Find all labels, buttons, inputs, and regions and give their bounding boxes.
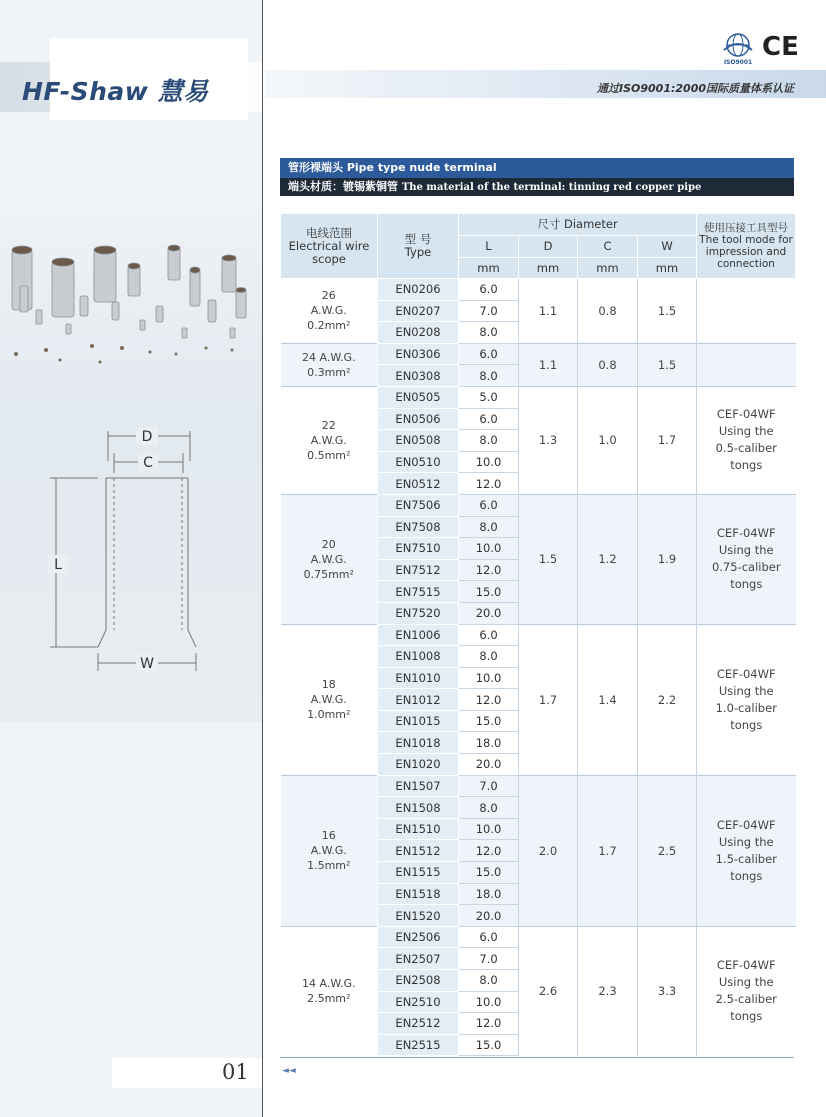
wire-range-line: 22 (321, 418, 336, 432)
tool-cell (697, 343, 796, 386)
table-row (281, 624, 796, 646)
type-cell: EN1507 (378, 775, 459, 797)
type-cell: EN7506 (378, 494, 459, 516)
type-cell: EN1515 (378, 862, 459, 884)
table-row (281, 279, 796, 301)
type-cell: EN2512 (378, 1013, 459, 1035)
length-cell: 12.0 (459, 559, 519, 581)
header-c: C (578, 236, 638, 258)
material-subtitle-en: The material of the terminal: tinning red copper pipe (401, 182, 702, 193)
wire-range-line: 24 A.W.G. (302, 350, 356, 364)
type-cell: EN7515 (378, 581, 459, 603)
dim-label-c: C (143, 455, 153, 471)
length-cell: 15.0 (459, 710, 519, 732)
length-cell: 12.0 (459, 689, 519, 711)
diameter-c-cell: 2.3 (578, 926, 638, 1056)
length-cell: 7.0 (459, 300, 519, 322)
product-photo (0, 228, 262, 378)
tool-line: Using the (718, 975, 774, 990)
type-cell: EN1512 (378, 840, 459, 862)
dim-label-d: D (141, 429, 153, 445)
wire-range-cell (281, 343, 378, 386)
tool-line: 0.75-caliber (711, 560, 781, 575)
wire-range-line: A.W.G. (310, 693, 347, 707)
diameter-d-cell: 2.6 (519, 926, 578, 1056)
length-cell: 15.0 (459, 862, 519, 884)
header-w: W (638, 236, 697, 258)
length-cell: 7.0 (459, 775, 519, 797)
wire-range-line: 18 (321, 678, 336, 692)
diameter-c-cell: 1.2 (578, 494, 638, 624)
diameter-c-cell: 0.8 (578, 343, 638, 386)
tool-line: CEF-04WF (716, 817, 776, 832)
unit-d: mm (519, 258, 578, 279)
type-cell: EN1508 (378, 797, 459, 819)
type-cell: EN1518 (378, 883, 459, 905)
length-cell: 20.0 (459, 905, 519, 927)
wire-range-line: 0.3mm² (307, 365, 351, 379)
wire-range-cell (281, 926, 378, 1056)
bottom-rule (280, 1057, 794, 1058)
header-l: L (459, 236, 519, 258)
length-cell: 10.0 (459, 667, 519, 689)
tool-line: tongs (730, 577, 763, 592)
type-cell: EN1010 (378, 667, 459, 689)
length-cell: 8.0 (459, 797, 519, 819)
wire-range-cell (281, 775, 378, 926)
type-cell: EN0508 (378, 430, 459, 452)
wire-range-line: 14 A.W.G. (302, 977, 356, 991)
terminal-dimension-diagram (40, 425, 220, 685)
diameter-d-cell: 1.5 (519, 494, 578, 624)
tool-line: Using the (718, 424, 774, 439)
wire-range-cell (281, 624, 378, 775)
length-cell: 8.0 (459, 365, 519, 387)
diameter-w-cell: 3.3 (638, 926, 697, 1056)
dim-label-l: L (54, 557, 62, 573)
diameter-w-cell: 1.5 (638, 343, 697, 386)
tool-line: CEF-04WF (716, 666, 776, 681)
nav-arrows[interactable]: ◄◄ (282, 1066, 296, 1076)
tool-cell (697, 926, 796, 1056)
tool-line: CEF-04WF (716, 526, 776, 541)
tool-line: 0.5-caliber (715, 441, 777, 456)
table-row (281, 386, 796, 408)
wire-range-line: 0.2mm² (307, 319, 351, 333)
length-cell: 18.0 (459, 883, 519, 905)
length-cell: 12.0 (459, 1013, 519, 1035)
wire-range-cell (281, 386, 378, 494)
material-subtitle-cn: 端头材质：镀锡紫铜管 (288, 180, 402, 193)
length-cell: 10.0 (459, 991, 519, 1013)
length-cell: 6.0 (459, 408, 519, 430)
length-cell: 8.0 (459, 516, 519, 538)
tool-cell (697, 775, 796, 926)
type-cell: EN1018 (378, 732, 459, 754)
material-subtitle (280, 178, 794, 196)
header-d: D (519, 236, 578, 258)
diameter-w-cell: 1.7 (638, 386, 697, 494)
length-cell: 5.0 (459, 386, 519, 408)
length-cell: 10.0 (459, 451, 519, 473)
type-cell: EN1012 (378, 689, 459, 711)
diameter-c-cell: 1.4 (578, 624, 638, 775)
length-cell: 20.0 (459, 602, 519, 624)
wire-range-cell (281, 494, 378, 624)
length-cell: 6.0 (459, 624, 519, 646)
header-range: 电线范围 Electrical wire scope (281, 214, 378, 279)
type-cell: EN2508 (378, 970, 459, 992)
certification-text: 通过ISO9001:2000国际质量体系认证 (597, 82, 794, 95)
type-cell: EN2515 (378, 1034, 459, 1056)
diameter-d-cell: 1.1 (519, 279, 578, 344)
ce-mark: CE (762, 32, 799, 62)
diameter-w-cell: 2.5 (638, 775, 697, 926)
length-cell: 15.0 (459, 581, 519, 603)
tool-line: 1.5-caliber (715, 851, 777, 866)
diameter-w-cell: 2.2 (638, 624, 697, 775)
page-number: 01 (222, 1060, 249, 1084)
table-row (281, 926, 796, 948)
type-cell: EN0512 (378, 473, 459, 495)
tool-line: tongs (730, 458, 763, 473)
page-divider (262, 0, 263, 1117)
diameter-w-cell: 1.5 (638, 279, 697, 344)
table-row (281, 494, 796, 516)
type-cell: EN0510 (378, 451, 459, 473)
wire-range-line: 16 (321, 829, 336, 843)
length-cell: 20.0 (459, 754, 519, 776)
tool-line: CEF-04WF (716, 407, 776, 422)
type-cell: EN1006 (378, 624, 459, 646)
diameter-d-cell: 2.0 (519, 775, 578, 926)
length-cell: 10.0 (459, 538, 519, 560)
length-cell: 12.0 (459, 473, 519, 495)
tool-line: Using the (718, 683, 774, 698)
type-cell: EN1008 (378, 646, 459, 668)
wire-range-cell (281, 279, 378, 344)
length-cell: 8.0 (459, 970, 519, 992)
wire-range-line: 0.75mm² (303, 567, 354, 581)
tool-line: Using the (718, 543, 774, 558)
length-cell: 8.0 (459, 430, 519, 452)
diameter-d-cell: 1.3 (519, 386, 578, 494)
unit-l: mm (459, 258, 519, 279)
length-cell: 6.0 (459, 279, 519, 301)
length-cell: 6.0 (459, 343, 519, 365)
tool-cell (697, 386, 796, 494)
diameter-c-cell: 1.7 (578, 775, 638, 926)
length-cell: 15.0 (459, 1034, 519, 1056)
length-cell: 7.0 (459, 948, 519, 970)
wire-range-line: 1.5mm² (307, 859, 351, 873)
iso-globe-icon (720, 30, 756, 66)
type-cell: EN7510 (378, 538, 459, 560)
diameter-w-cell: 1.9 (638, 494, 697, 624)
type-cell: EN7508 (378, 516, 459, 538)
length-cell: 10.0 (459, 818, 519, 840)
table-row (281, 775, 796, 797)
type-cell: EN7520 (378, 602, 459, 624)
diameter-d-cell: 1.1 (519, 343, 578, 386)
type-cell: EN0206 (378, 279, 459, 301)
wire-range-line: A.W.G. (310, 433, 347, 447)
brand-logo: HF-Shaw 慧易 (22, 77, 209, 106)
dim-label-w: W (140, 656, 154, 672)
type-cell: EN2507 (378, 948, 459, 970)
length-cell: 6.0 (459, 494, 519, 516)
wire-range-line: A.W.G. (310, 552, 347, 566)
tool-line: CEF-04WF (716, 958, 776, 973)
tool-cell (697, 279, 796, 344)
tool-cell (697, 624, 796, 775)
table-row (281, 343, 796, 365)
type-cell: EN1020 (378, 754, 459, 776)
length-cell: 12.0 (459, 840, 519, 862)
header-type: 型 号 Type (378, 214, 459, 279)
length-cell: 6.0 (459, 926, 519, 948)
length-cell: 18.0 (459, 732, 519, 754)
diameter-d-cell: 1.7 (519, 624, 578, 775)
diameter-c-cell: 0.8 (578, 279, 638, 344)
section-title: 管形裸端头 Pipe type nude terminal (280, 158, 794, 178)
tool-line: 2.5-caliber (715, 992, 777, 1007)
type-cell: EN1520 (378, 905, 459, 927)
type-cell: EN0506 (378, 408, 459, 430)
wire-range-line: 2.5mm² (307, 992, 351, 1006)
wire-range-line: A.W.G. (310, 304, 347, 318)
tool-line: Using the (718, 834, 774, 849)
type-cell: EN0505 (378, 386, 459, 408)
type-cell: EN7512 (378, 559, 459, 581)
type-cell: EN2506 (378, 926, 459, 948)
type-cell: EN1510 (378, 818, 459, 840)
iso-label: ISO9001 (723, 59, 753, 66)
unit-w: mm (638, 258, 697, 279)
specification-table (280, 213, 796, 1056)
tool-line: 1.0-caliber (715, 700, 777, 715)
wire-range-line: 1.0mm² (307, 708, 351, 722)
tool-line: tongs (730, 868, 763, 883)
type-cell: EN2510 (378, 991, 459, 1013)
type-cell: EN0308 (378, 365, 459, 387)
tool-line: tongs (730, 1009, 763, 1024)
type-cell: EN0306 (378, 343, 459, 365)
wire-range-line: 20 (321, 537, 336, 551)
wire-range-line: 26 (321, 289, 336, 303)
length-cell: 8.0 (459, 646, 519, 668)
length-cell: 8.0 (459, 322, 519, 344)
header-tool: 使用压接工具型号 The tool mode for impression and connection (697, 214, 796, 279)
header-diameter: 尺寸 Diameter (459, 214, 697, 236)
diameter-c-cell: 1.0 (578, 386, 638, 494)
tool-cell (697, 494, 796, 624)
type-cell: EN0207 (378, 300, 459, 322)
wire-range-line: A.W.G. (310, 844, 347, 858)
type-cell: EN1015 (378, 710, 459, 732)
tool-line: tongs (730, 717, 763, 732)
type-cell: EN0208 (378, 322, 459, 344)
unit-c: mm (578, 258, 638, 279)
wire-range-line: 0.5mm² (307, 448, 351, 462)
